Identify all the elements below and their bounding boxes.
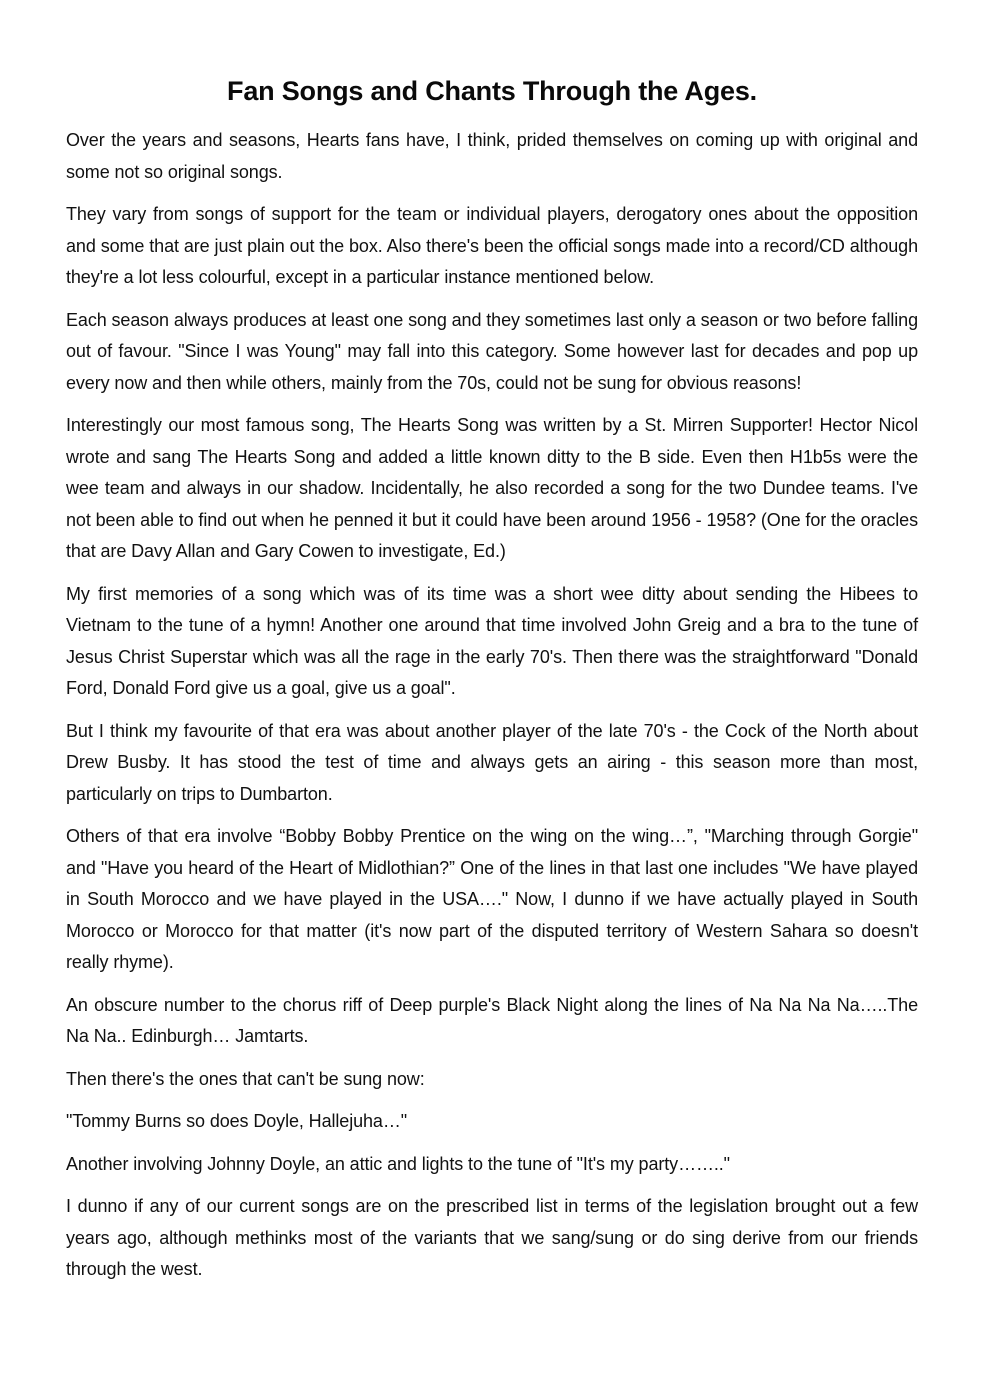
- paragraph-cant-be-sung: Then there's the ones that can't be sung now:: [66, 1068, 425, 1089]
- paragraph-obscure-number: An obscure number to the chorus riff of Deep purple's Black Night along the lines of Na Na Na Na…..The Na Na.. Edinburgh… Jamtarts.: [66, 994, 918, 1046]
- paragraph-song-types: They vary from songs of support for the team or individual players, derogatory ones about the opposition and some that are just plain out the box. Also there's been the official songs made into a record/CD although they're a lot less colourful, except in a particular instance mentioned below.: [66, 204, 918, 287]
- paragraph-others-era: Others of that era involve “Bobby Bobby Prentice on the wing on the wing…”, "Marching through Gorgie" and "Have you heard of the Heart of Midlothian?” One of the lines in that last one includes "We have played in South Morocco and we have played in the USA…." Now, I dunno if we have actually played in South Morocco or Morocco for that matter (it's now part of the disputed territory of Western Sahara so doesn't really rhyme).: [66, 826, 918, 972]
- paragraph-favourite: But I think my favourite of that era was about another player of the late 70's - the Cock of the North about Drew Busby. It has stood the test of time and always gets an airing - this season more than most, particularly on trips to Dumbarton.: [66, 720, 918, 804]
- paragraph-intro: Over the years and seasons, Hearts fans have, I think, prided themselves on coming up with original and some not so original songs.: [66, 130, 918, 182]
- paragraph-prescribed-list: I dunno if any of our current songs are on the prescribed list in terms of the legislation brought out a few years ago, although methinks most of the variants that we sang/sung or do sing derive from our friends through the west.: [66, 1196, 918, 1279]
- document-page: [66, 70, 918, 1297]
- page-title: Fan Songs and Chants Through the Ages.: [227, 76, 757, 106]
- paragraph-each-season: Each season always produces at least one song and they sometimes last only a season or two before falling out of favour. "Since I was Young" may fall into this category. Some however last for decades and pop up every now and then while others, mainly from the 70s, could not be sung for obvious reasons!: [66, 309, 918, 393]
- paragraph-johnny-doyle: Another involving Johnny Doyle, an attic and lights to the tune of "It's my party……..": [66, 1153, 730, 1174]
- paragraph-tommy-burns: "Tommy Burns so does Doyle, Hallejuha…": [66, 1111, 408, 1131]
- paragraph-hearts-song: Interestingly our most famous song, The Hearts Song was written by a St. Mirren Supporter! Hector Nicol wrote and sang The Hearts Song and added a little known ditty to the B side. Even then H1b5s were the wee team and always in our shadow. Incidentally, he also recorded a song for the two Dundee teams. I've not been able to find out when he penned it but it could have been around 1956 - 1958? (One for the oracles that are Davy Allan and Gary Cowen to investigate, Ed.): [66, 415, 918, 561]
- paragraph-first-memories: My first memories of a song which was of its time was a short wee ditty about sending the Hibees to Vietnam to the tune of a hymn! Another one around that time involved John Greig and a bra to the tune of Jesus Christ Superstar which was all the rage in the early 70's. Then there was the straightforward "Donald Ford, Donald Ford give us a goal, give us a goal".: [66, 583, 918, 698]
